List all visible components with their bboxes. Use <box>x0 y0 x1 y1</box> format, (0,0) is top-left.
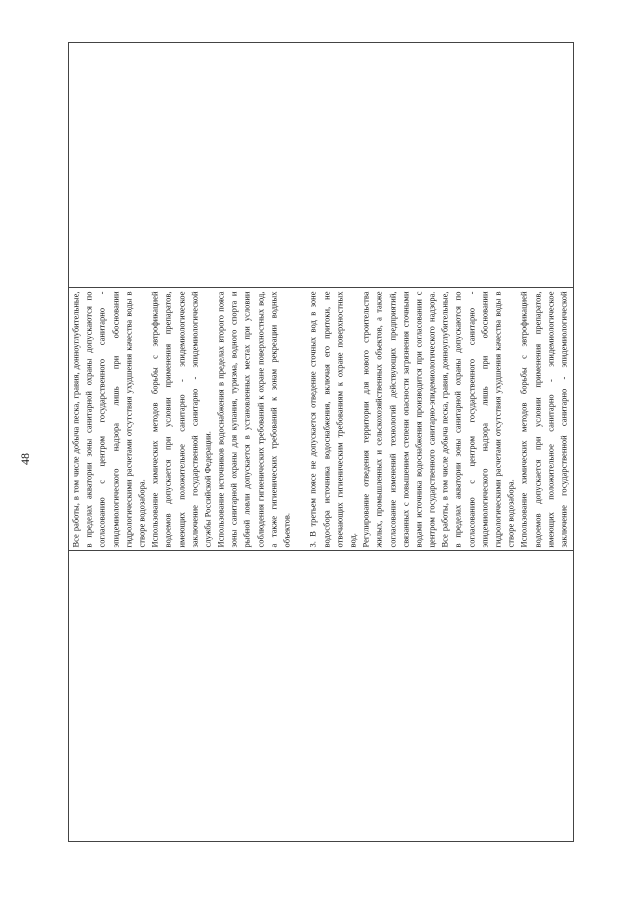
text-line: согласованию с центром государственного санитарно - <box>96 291 107 547</box>
text-line: вод. <box>346 532 357 547</box>
text-line: заключение государственной санитарно - эпидемиологической <box>557 291 568 547</box>
text-line: Использование источников водоснабжения в пределах второго пояса <box>215 291 226 547</box>
text-line: водами источника водоснабжения производится при согласовании с <box>412 291 423 547</box>
text-line: водоемов допускается при условии применения препаратов, <box>162 291 173 547</box>
text-line: Все работы, в том числе добыча песка, гравия, донноуглубительные, <box>70 291 80 547</box>
table-cell-empty-first <box>68 42 574 288</box>
text-line: эпидемиологического надзора лишь при обосновании <box>109 291 120 547</box>
text-line: жилых, промышленных и сельскохозяйственных объектов, а также <box>373 291 384 547</box>
text-line: в пределах акватории зоны санитарной охраны допускаются по <box>83 291 94 547</box>
table-cell-text <box>69 291 572 547</box>
text-line: службы Российской Федерации. <box>201 430 212 547</box>
text-line: согласованию с центром государственного санитарно - <box>465 291 476 547</box>
text-line: эпидемиологического надзора лишь при обосновании <box>478 291 489 547</box>
text-line: согласование изменений технологий действующих предприятий, <box>386 291 397 547</box>
text-line: створе водозабора. <box>505 478 516 547</box>
paragraph-spacer <box>293 291 306 547</box>
text-line: центром государственного санитарно-эпидемиологического надзора. <box>426 291 437 547</box>
text-line: Регулирование отведения территории для нового строительства <box>360 291 371 547</box>
table-cell-empty-last <box>68 550 574 842</box>
text-line: рыбной ловли допускается в установленных местах при условии <box>241 291 252 547</box>
text-line: Использование химических методов борьбы с эвтрофикацией <box>518 291 529 547</box>
text-line: зоны санитарной охраны для купания, туризма, водного спорта и <box>228 291 239 547</box>
text-line: объектов. <box>281 512 291 547</box>
text-line: гидрологическими расчетами отсутствия ухудшения качества воды в <box>122 291 133 547</box>
text-line: створе водозабора. <box>135 478 146 547</box>
text-line: заключение государственной санитарно - эпидемиологической <box>188 291 199 547</box>
text-line: в пределах акватории зоны санитарной охраны допускаются по <box>452 291 463 547</box>
text-line: водоемов допускается при условии применения препаратов, <box>531 291 542 547</box>
text-line: связанных с повышением степени опасности загрязнения сточными <box>399 291 410 547</box>
text-line: Использование химических методов борьбы с эвтрофикацией <box>149 291 160 547</box>
text-line: водосбора источника водоснабжения, включая его притоки, не <box>320 291 331 547</box>
text-line: имеющих положительное санитарно - эпидемиологическое <box>175 291 186 547</box>
text-line: соблюдения гигиенических требований к охране поверхностных вод, <box>254 291 265 547</box>
text-line: гидрологическими расчетами отсутствия ухудшения качества воды в <box>492 291 502 547</box>
text-line: Все работы, в том числе добыча песка, гравия, донноуглубительные, <box>439 291 450 547</box>
text-line: отвечающих гигиеническим требованиям к охране поверхностных <box>333 291 344 547</box>
text-line: имеющих положительное санитарно - эпидемиологическое <box>544 291 555 547</box>
text-line: 3. В третьем поясе не допускается отведение сточных вод в зоне <box>307 291 318 547</box>
text-line: а также гигиенических требований к зонам рекреации водных <box>267 291 278 547</box>
page-number: 48 <box>18 453 32 465</box>
